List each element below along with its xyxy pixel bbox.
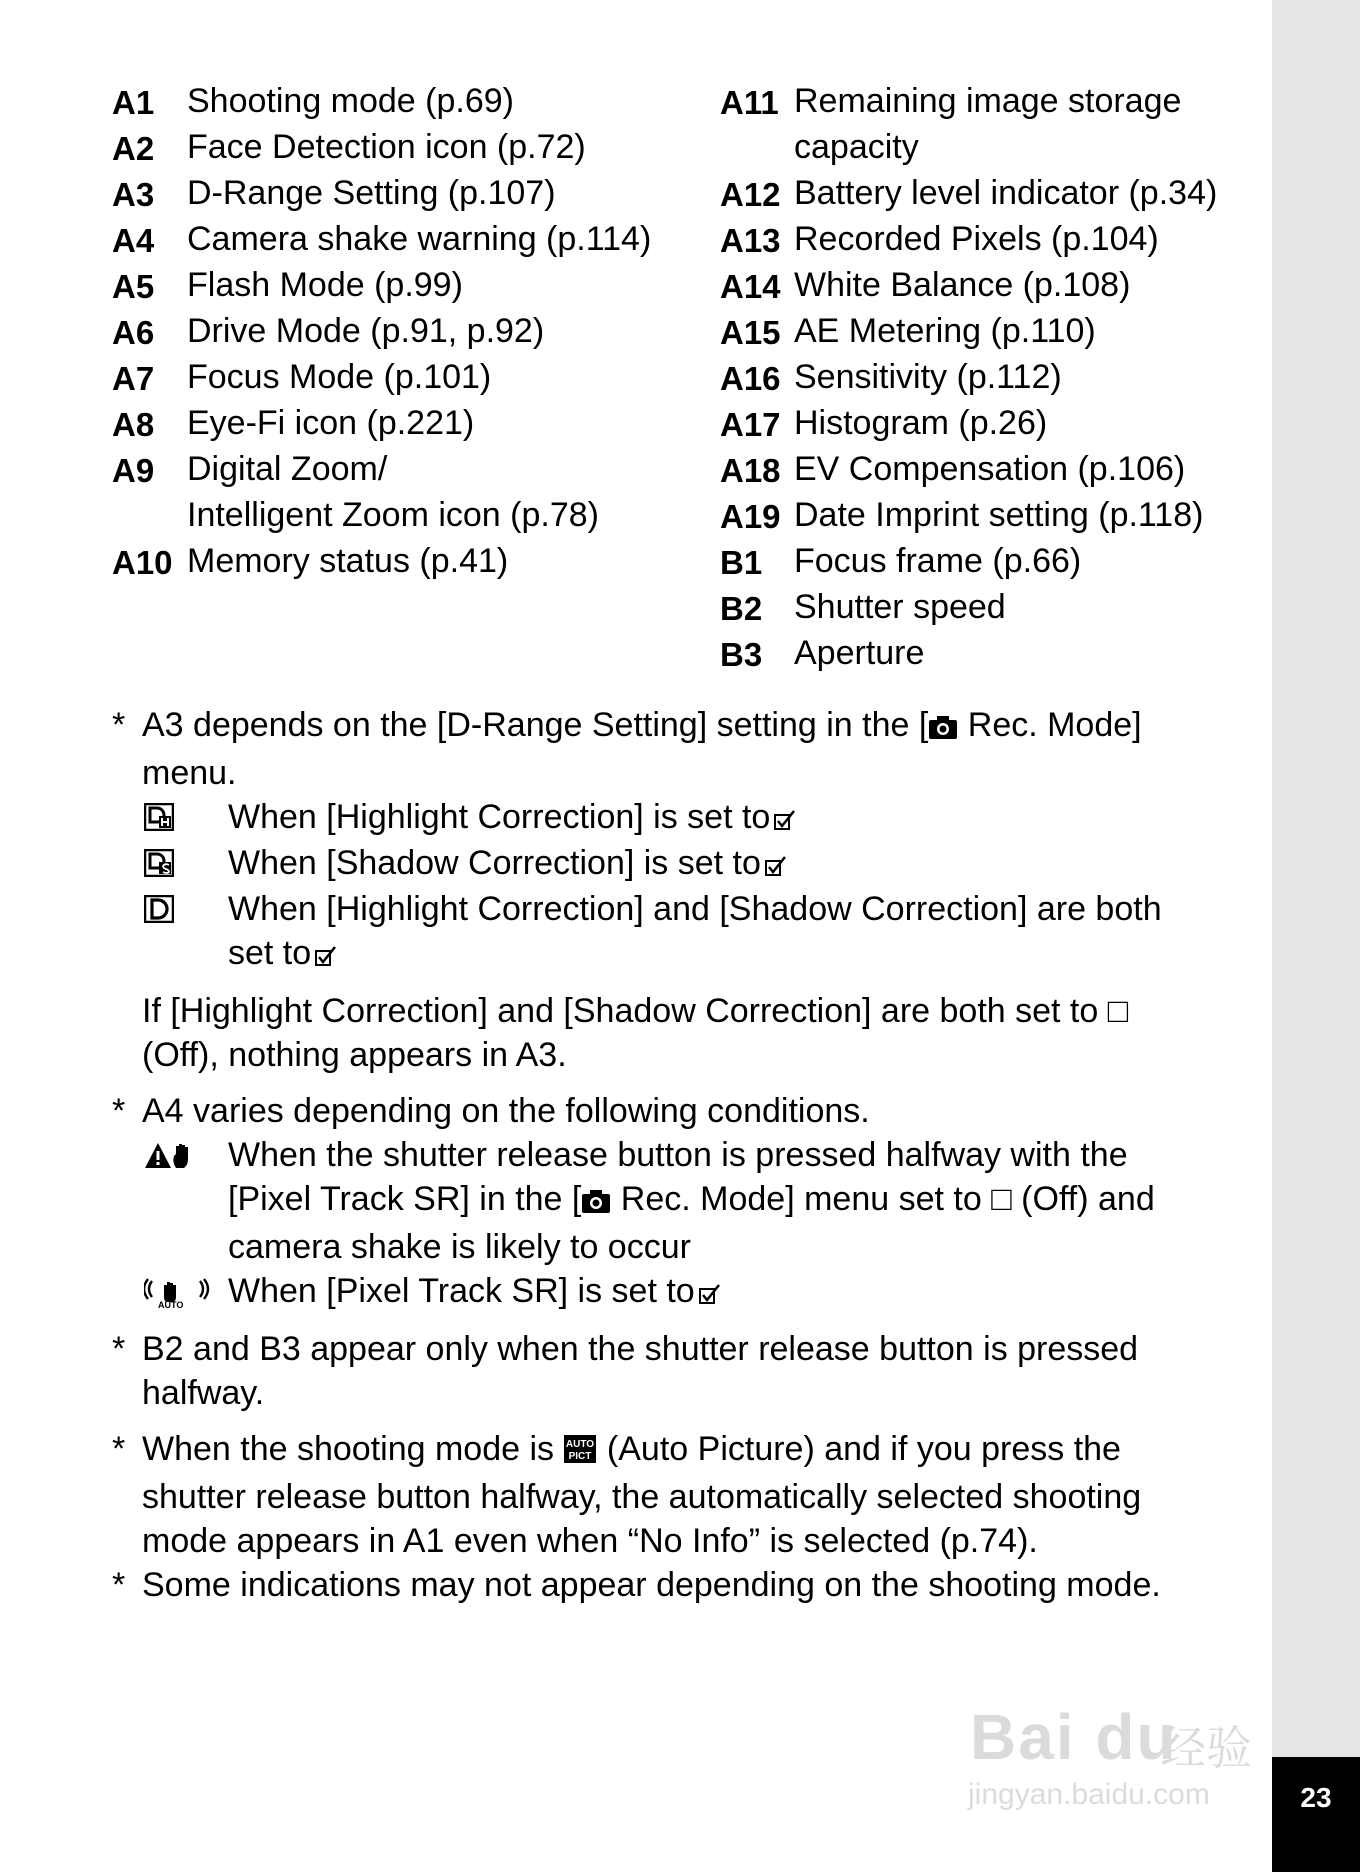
note-b2-b3: * B2 and B3 appear only when the shutter release button is pressed halfway. bbox=[112, 1327, 1242, 1415]
legend-code: B1 bbox=[720, 544, 763, 581]
checkbox-checked-icon bbox=[774, 797, 796, 841]
legend-code: A1 bbox=[112, 84, 155, 121]
pixel-track-sr-auto-icon bbox=[142, 1269, 228, 1313]
legend-code: B3 bbox=[720, 636, 763, 673]
legend-item bbox=[720, 262, 1280, 308]
legend-item bbox=[112, 400, 712, 446]
legend-desc: Histogram (p.26) bbox=[794, 404, 1048, 442]
legend-item bbox=[720, 584, 1280, 630]
legend-item bbox=[720, 492, 1280, 538]
legend-item bbox=[720, 78, 1280, 170]
legend-item bbox=[720, 630, 1280, 676]
legend-code: A9 bbox=[112, 452, 155, 489]
checkbox-checked-icon bbox=[315, 933, 337, 977]
note-bullet: * bbox=[112, 706, 126, 744]
legend-desc: Drive Mode (p.91, p.92) bbox=[187, 312, 545, 350]
legend-code: A2 bbox=[112, 130, 155, 167]
page-number: 23 bbox=[1300, 1782, 1332, 1813]
legend-item bbox=[112, 446, 712, 538]
legend-item bbox=[720, 170, 1280, 216]
sub-highlight: When [Highlight Correction] is set to bbox=[142, 795, 1242, 841]
svg-text:AUTO: AUTO bbox=[158, 1300, 184, 1309]
notes-section bbox=[112, 703, 1242, 1619]
legend-item bbox=[720, 354, 1280, 400]
legend-desc: AE Metering (p.110) bbox=[794, 312, 1096, 350]
legend-desc: Aperture bbox=[794, 634, 925, 672]
legend-desc: D-Range Setting (p.107) bbox=[187, 174, 556, 212]
shadow-correction-icon bbox=[142, 841, 228, 885]
sub-shadow: When [Shadow Correction] is set to bbox=[142, 841, 1242, 887]
legend-code: A6 bbox=[112, 314, 155, 351]
legend-desc: EV Compensation (p.106) bbox=[794, 450, 1186, 488]
legend-code: A5 bbox=[112, 268, 155, 305]
legend-item bbox=[112, 124, 712, 170]
note-a3: * A3 depends on the [D-Range Setting] setting in the [ Rec. Mode] menu. When [Highlight Correction] is set to When [Shadow Correction] is set to When [Highlight Correction] and [Shadow Correction] are both set to If [Highlight Correction] and [Shadow Correction] are both set to □ (Off), nothing appears in A3. bbox=[112, 703, 1242, 1077]
legend-item bbox=[112, 538, 712, 584]
legend-code: A13 bbox=[720, 222, 781, 259]
watermark-url: jingyan.baidu.com bbox=[968, 1778, 1210, 1811]
legend-right-column bbox=[720, 78, 1280, 676]
legend-code: A16 bbox=[720, 360, 781, 397]
baidu-watermark bbox=[960, 1670, 1280, 1830]
note-bullet: * bbox=[112, 1430, 126, 1468]
legend-desc: Battery level indicator (p.34) bbox=[794, 174, 1218, 212]
legend-item bbox=[112, 354, 712, 400]
legend-desc: Camera shake warning (p.114) bbox=[187, 220, 652, 258]
legend-item bbox=[720, 216, 1280, 262]
legend-code: A4 bbox=[112, 222, 155, 259]
legend-desc: Date Imprint setting (p.118) bbox=[794, 496, 1204, 534]
sub-pixel-track: AUTO When [Pixel Track SR] is set to bbox=[142, 1269, 1242, 1315]
side-margin-bar bbox=[1272, 0, 1360, 1872]
legend-code: B2 bbox=[720, 590, 763, 627]
legend-item bbox=[720, 538, 1280, 584]
legend-left-column bbox=[112, 78, 712, 584]
legend-desc: Focus frame (p.66) bbox=[794, 542, 1082, 580]
svg-text:PICT: PICT bbox=[569, 1451, 592, 1462]
legend-desc: Memory status (p.41) bbox=[187, 542, 509, 580]
legend-item bbox=[720, 400, 1280, 446]
legend-code: A15 bbox=[720, 314, 781, 351]
legend-desc: White Balance (p.108) bbox=[794, 266, 1131, 304]
legend-desc: Flash Mode (p.99) bbox=[187, 266, 463, 304]
d-range-icon bbox=[142, 887, 228, 931]
legend-item bbox=[112, 262, 712, 308]
svg-text:AUTO: AUTO bbox=[566, 1439, 595, 1450]
legend-code: A14 bbox=[720, 268, 781, 305]
legend-desc: Eye-Fi icon (p.221) bbox=[187, 404, 475, 442]
watermark-cn: 经验 bbox=[1160, 1721, 1252, 1775]
legend-item bbox=[112, 308, 712, 354]
legend-desc: Face Detection icon (p.72) bbox=[187, 128, 586, 166]
legend-code: A3 bbox=[112, 176, 155, 213]
legend-desc: Sensitivity (p.112) bbox=[794, 358, 1062, 396]
legend-item bbox=[112, 170, 712, 216]
legend-item bbox=[112, 78, 712, 124]
legend-item bbox=[720, 308, 1280, 354]
sub-shake-warning: When the shutter release button is pressed halfway with the [Pixel Track SR] in the [ Rec. Mode] menu set to □ (Off) and camera shake is likely to occur bbox=[142, 1133, 1242, 1269]
legend-code: A10 bbox=[112, 544, 173, 581]
legend-code: A11 bbox=[720, 84, 779, 121]
checkbox-checked-icon bbox=[765, 843, 787, 887]
note-bullet: * bbox=[112, 1092, 126, 1130]
legend-code: A7 bbox=[112, 360, 155, 397]
note-a3-paragraph: If [Highlight Correction] and [Shadow Correction] are both set to □ (Off), nothing appears in A3. bbox=[142, 992, 1129, 1074]
legend-code: A8 bbox=[112, 406, 155, 443]
legend-code: A19 bbox=[720, 498, 781, 535]
camera-icon bbox=[928, 707, 958, 751]
legend-desc: Focus Mode (p.101) bbox=[187, 358, 492, 396]
legend-desc: Shooting mode (p.69) bbox=[187, 82, 514, 120]
legend-code: A12 bbox=[720, 176, 781, 213]
auto-picture-icon bbox=[563, 1431, 597, 1475]
note-shooting-mode: * Some indications may not appear depending on the shooting mode. bbox=[112, 1563, 1242, 1607]
note-auto-picture: * When the shooting mode is AUTO PICT (Auto Picture) and if you press the shutter release button halfway, the automatically selected shooting mode appears in A1 even when “No Info” is selected (p.74). bbox=[112, 1427, 1242, 1563]
legend-code: A18 bbox=[720, 452, 781, 489]
page-number-tab bbox=[1272, 1757, 1360, 1872]
legend-item bbox=[720, 446, 1280, 492]
note-a4: * A4 varies depending on the following conditions. When the shutter release button is pressed halfway with the [Pixel Track SR] in the [ Rec. Mode] menu set to □ (Off) and camera shake is likely to occur AUTO When [Pixel Track SR] is set to bbox=[112, 1089, 1242, 1315]
highlight-correction-icon bbox=[142, 795, 228, 839]
camera-icon bbox=[581, 1181, 611, 1225]
legend-desc: Remaining image storage capacity bbox=[794, 82, 1182, 166]
shake-warning-icon bbox=[142, 1133, 228, 1177]
sub-both: When [Highlight Correction] and [Shadow Correction] are both set to bbox=[142, 887, 1242, 977]
legend-desc: Recorded Pixels (p.104) bbox=[794, 220, 1159, 258]
note-bullet: * bbox=[112, 1330, 126, 1368]
legend-code: A17 bbox=[720, 406, 781, 443]
legend-item bbox=[112, 216, 712, 262]
legend-desc: Shutter speed bbox=[794, 588, 1006, 626]
checkbox-checked-icon bbox=[699, 1271, 721, 1315]
watermark-brand: Bai du bbox=[970, 1701, 1178, 1773]
note-bullet: * bbox=[112, 1566, 126, 1604]
legend-desc: Digital Zoom/ Intelligent Zoom icon (p.78) bbox=[187, 450, 599, 534]
